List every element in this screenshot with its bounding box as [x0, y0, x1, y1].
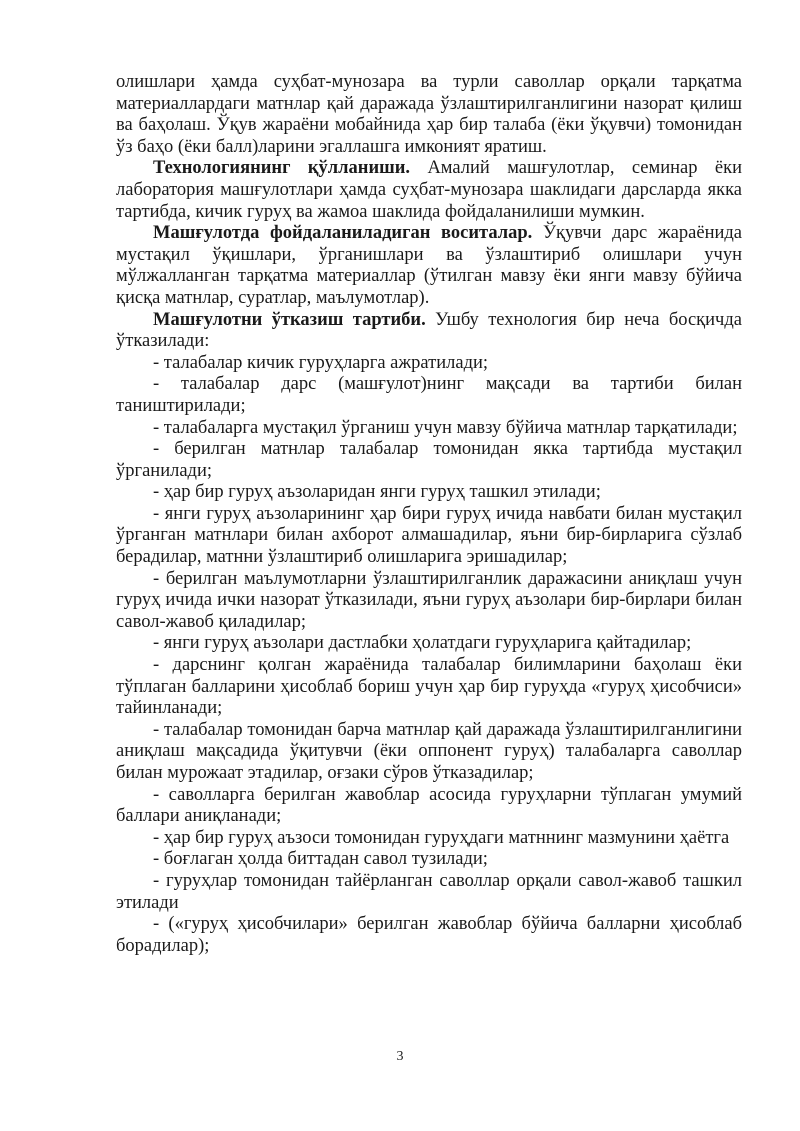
list-item: - гуруҳлар томонидан тайёрланган саволлар орқали савол-жавоб ташкил этилади: [116, 870, 742, 913]
paragraph-text: олишлари ҳамда суҳбат-мунозара ва турли саволлар орқали тарқатма материаллардаги матнлар қай даражада ўзлаштирилганлигини назорат қилиш ва баҳолаш. Ўқув жараёни мобайнида ҳар бир талаба (ёки ўқувчи) томонидан ўз баҳо (ёки балл)ларини эгаллашга имконият яратиш.: [116, 72, 742, 157]
list-item: - дарснинг қолган жараёнида талабалар билимларини баҳолаш ёки тўплаган балларини ҳисоблаб бориш учун ҳар бир гуруҳда «гуруҳ ҳисобчиси» тайинланади;: [116, 655, 742, 719]
list-item: - берилган матнлар талабалар томонидан якка тартибда мустақил ўрганилади;: [116, 439, 742, 481]
paragraph-procedure: [116, 310, 742, 353]
paragraph-text: Ўқувчи дарс жараёнида мустақил ўқишлари, ўрганишлари ва ўзлаштириб олишлари учун мўлжалланган тарқатма материаллар (ўтилган мавзу ёки янги мавзу бўйича қисқа матнлар, суратлар, маълумотлар).: [116, 223, 742, 308]
section-heading: Машғулотда фойдаланиладиган воситалар.: [153, 223, 533, 244]
document-page: [116, 72, 742, 957]
paragraph-text: Амалий машғулотлар, семинар ёки лаборатория машғулотлари ҳамда суҳбат-мунозара шаклидаги дарсларда якка тартибда, кичик гуруҳ ва жамоа шаклида фойдаланилиши мумкин.: [116, 158, 742, 222]
list-item: - берилган маълумотларни ўзлаштирилганлик даражасини аниқлаш учун гуруҳ ичида ички назорат ўтказилади, яъни гуруҳ аъзолари бир-бирлари билан савол-жавоб қиладилар;: [116, 568, 742, 632]
list-item: - талабаларга мустақил ўрганиш учун мавзу бўйича матнлар тарқатилади;: [153, 417, 738, 438]
list-item: - («гуруҳ ҳисобчилари» берилган жавоблар бўйича балларни ҳисоблаб борадилар);: [116, 914, 742, 956]
list-item: - ҳар бир гуруҳ аъзоларидан янги гуруҳ ташкил этилади;: [153, 482, 601, 503]
list-item: - саволларга берилган жавоблар асосида гуруҳларни тўплаган умумий баллари аниқланади;: [116, 784, 742, 827]
list-item: - боғлаган ҳолда биттадан савол тузилади;: [153, 849, 488, 870]
list-item: - талабалар дарс (машғулот)нинг мақсади ва тартиби билан таништирилади;: [116, 374, 742, 416]
page-number: 3: [396, 1049, 404, 1064]
list-item: - талабалар томонидан барча матнлар қай даражада ўзлаштирилганлигини аниқлаш мақсадида ўқитувчи (ёки оппонент гуруҳ) талабаларга саволлар билан мурожаат этадилар, оғзаки сўров ўтказадилар;: [116, 719, 742, 783]
paragraph-usage: [116, 158, 742, 223]
list-item: - талабалар кичик гуруҳларга ажратилади;: [153, 352, 489, 373]
section-heading: Машғулотни ўтказиш тартиби.: [153, 309, 426, 330]
section-heading: Технологиянинг қўлланиши.: [153, 158, 411, 179]
paragraph-tools: [116, 223, 742, 309]
list-item: - янги гуруҳ аъзолари дастлабки ҳолатдаги гуруҳларига қайтадилар;: [153, 633, 692, 654]
paragraph-text: Ушбу технология бир неча босқичда ўтказилади:: [116, 309, 742, 352]
list-item: - янги гуруҳ аъзоларининг ҳар бири гуруҳ ичида навбати билан мустақил ўрганган матнлари билан ахборот алмашадилар, яъни бир-бирларига сўзлаб берадилар, матнни ўзлаштириб олишларига эришадилар;: [116, 503, 742, 568]
paragraph-intro: [116, 72, 742, 158]
list-item: - ҳар бир гуруҳ аъзоси томонидан гуруҳдаги матннинг мазмунини ҳаётга: [153, 827, 730, 848]
